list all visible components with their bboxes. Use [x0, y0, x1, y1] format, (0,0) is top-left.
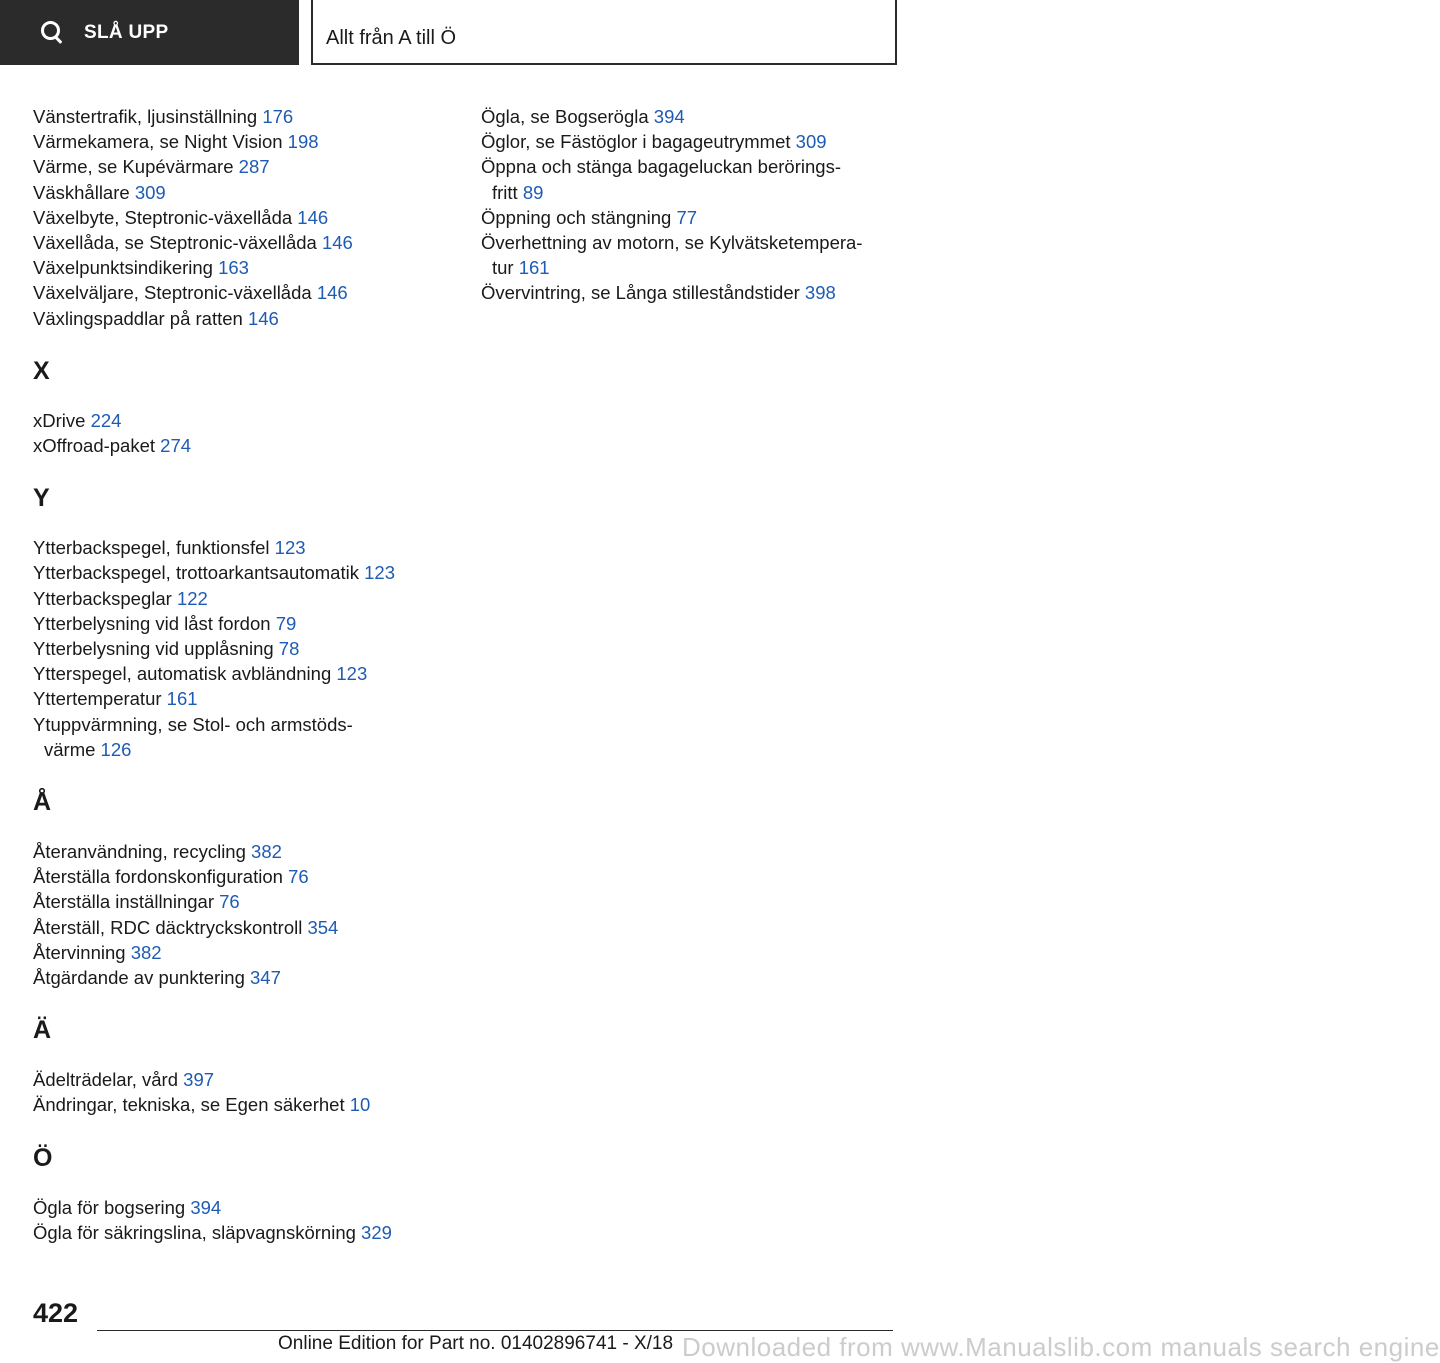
index-entry: Återvinning 382	[33, 941, 162, 963]
page-link[interactable]: 176	[262, 106, 294, 127]
chapter-header	[311, 0, 897, 65]
page-link[interactable]: 398	[804, 282, 836, 304]
index-entry: Ytuppvärmning, se Stol- och armstöds- värme 126	[33, 713, 353, 760]
section-letter-oe: Ö	[33, 1143, 53, 1172]
page-link[interactable]: 146	[316, 282, 348, 304]
index-group-v	[33, 104, 433, 331]
index-entry: Återställa inställningar 76	[33, 891, 240, 913]
index-entry: xDrive 224	[33, 409, 122, 431]
index-entry: Ögla för bogsering 394	[33, 1196, 222, 1218]
index-entry: Ändringar, tekniska, se Egen säkerhet 10	[33, 1094, 371, 1116]
index-entry: Ögla för säkringslina, släpvagnskörning 329	[33, 1221, 392, 1243]
page-link[interactable]: 10	[349, 1094, 371, 1116]
page-link[interactable]: 198	[287, 131, 319, 153]
index-entry: Växelpunktsindikering 163	[33, 257, 249, 279]
page-link[interactable]: 77	[676, 206, 698, 228]
index-group-ae	[33, 1067, 433, 1117]
page-link[interactable]: 79	[275, 612, 297, 634]
page-link[interactable]: 163	[218, 257, 249, 279]
page-link[interactable]: 123	[274, 537, 306, 559]
index-entry: Öppna och stänga bagageluckan berörings- fritt 89	[481, 156, 841, 203]
index-group-y	[33, 535, 433, 762]
search-button-label: SLÅ UPP	[84, 21, 169, 43]
page-link[interactable]: 146	[321, 232, 353, 254]
index-entry: Ytterbelysning vid upplåsning 78	[33, 638, 300, 660]
section-letter-y: Y	[33, 484, 50, 513]
index-entry: Ögla, se Bogserögla 394	[481, 106, 685, 127]
page-link[interactable]: 123	[336, 663, 368, 685]
page-link[interactable]: 309	[134, 181, 166, 203]
index-group-aa	[33, 839, 433, 990]
page-link[interactable]: 122	[176, 587, 208, 609]
page-link[interactable]: 123	[364, 562, 395, 584]
page-link[interactable]: 76	[219, 891, 240, 913]
index-entry: Återanvändning, recycling 382	[33, 841, 282, 863]
index-entry: Öglor, se Fästöglor i bagageutrymmet 309	[481, 131, 827, 153]
index-entry: Åtgärdande av punktering 347	[33, 967, 281, 989]
index-entry: Ytterbelysning vid låst fordon 79	[33, 612, 297, 634]
page-link[interactable]: 161	[166, 688, 198, 710]
page-link[interactable]: 354	[307, 916, 339, 938]
page-link[interactable]: 76	[288, 866, 309, 888]
index-entry: Övervintring, se Långa stilleståndstider 398	[481, 282, 836, 304]
index-entry: Ytterbackspegel, trottoarkantsautomatik 123	[33, 562, 395, 584]
index-column-left	[33, 104, 433, 1245]
index-entry: Växelbyte, Steptronic-växellåda 146	[33, 206, 329, 228]
page-link[interactable]: 274	[160, 435, 192, 457]
index-entry: Växlingspaddlar på ratten 146	[33, 307, 279, 329]
index-group-oe	[33, 1195, 433, 1245]
section-letter-aa: Å	[33, 788, 52, 817]
edition-text: Online Edition for Part no. 01402896741 - X/18	[278, 1333, 674, 1354]
page-link[interactable]: 161	[518, 257, 550, 279]
index-entry: Ytterbackspegel, funktionsfel 123	[33, 537, 306, 559]
index-entry: Växelväljare, Steptronic-växellåda 146	[33, 282, 348, 304]
watermark: Downloaded from www.Manualslib.com manuals search engine	[682, 1332, 1440, 1362]
page-link[interactable]: 224	[90, 409, 122, 431]
search-icon	[40, 20, 66, 46]
index-entry: Växellåda, se Steptronic-växellåda 146	[33, 232, 353, 254]
index-entry: Öppning och stängning 77	[481, 206, 698, 228]
page-link[interactable]: 382	[130, 941, 162, 963]
index-entry: Ytterspegel, automatisk avbländning 123	[33, 663, 368, 685]
page-link[interactable]: 394	[653, 106, 685, 127]
chapter-title: Allt från A till Ö	[326, 27, 457, 49]
index-entry: Överhettning av motorn, se Kylvätsketempera- tur 161	[481, 232, 863, 279]
page-link[interactable]: 126	[100, 738, 132, 760]
page-link[interactable]: 397	[183, 1069, 215, 1091]
index-entry: Vänstertrafik, ljusinställning 176	[33, 106, 294, 127]
page-link[interactable]: 89	[522, 181, 544, 203]
index-entry: Återställ, RDC däcktryckskontroll 354	[33, 916, 339, 938]
index-entry: xOffroad-paket 274	[33, 435, 192, 457]
page-link[interactable]: 347	[250, 967, 281, 989]
index-entry: Yttertemperatur 161	[33, 688, 198, 710]
page-link[interactable]: 394	[190, 1196, 222, 1218]
page-link[interactable]: 382	[251, 841, 282, 863]
index-entry: Väskhållare 309	[33, 181, 166, 203]
footer-divider	[97, 1330, 893, 1331]
page-link[interactable]: 287	[238, 156, 270, 178]
index-column-right	[481, 104, 901, 306]
page-link[interactable]: 146	[297, 206, 329, 228]
page-link[interactable]: 329	[361, 1221, 392, 1243]
page-link[interactable]: 146	[247, 307, 279, 329]
section-letter-x: X	[33, 356, 50, 385]
index-entry: Ytterbackspeglar 122	[33, 587, 208, 609]
page-link[interactable]: 309	[795, 131, 827, 153]
index-group-x	[33, 408, 433, 458]
section-letter-ae: Ä	[33, 1016, 52, 1045]
page-link[interactable]: 78	[278, 638, 300, 660]
index-entry: Ädelträdelar, vård 397	[33, 1069, 215, 1091]
index-entry: Värme, se Kupévärmare 287	[33, 156, 270, 178]
index-entry: Värmekamera, se Night Vision 198	[33, 131, 319, 153]
search-button[interactable]	[0, 0, 299, 65]
page-number: 422	[33, 1298, 79, 1328]
index-entry: Återställa fordonskonfiguration 76	[33, 866, 309, 888]
